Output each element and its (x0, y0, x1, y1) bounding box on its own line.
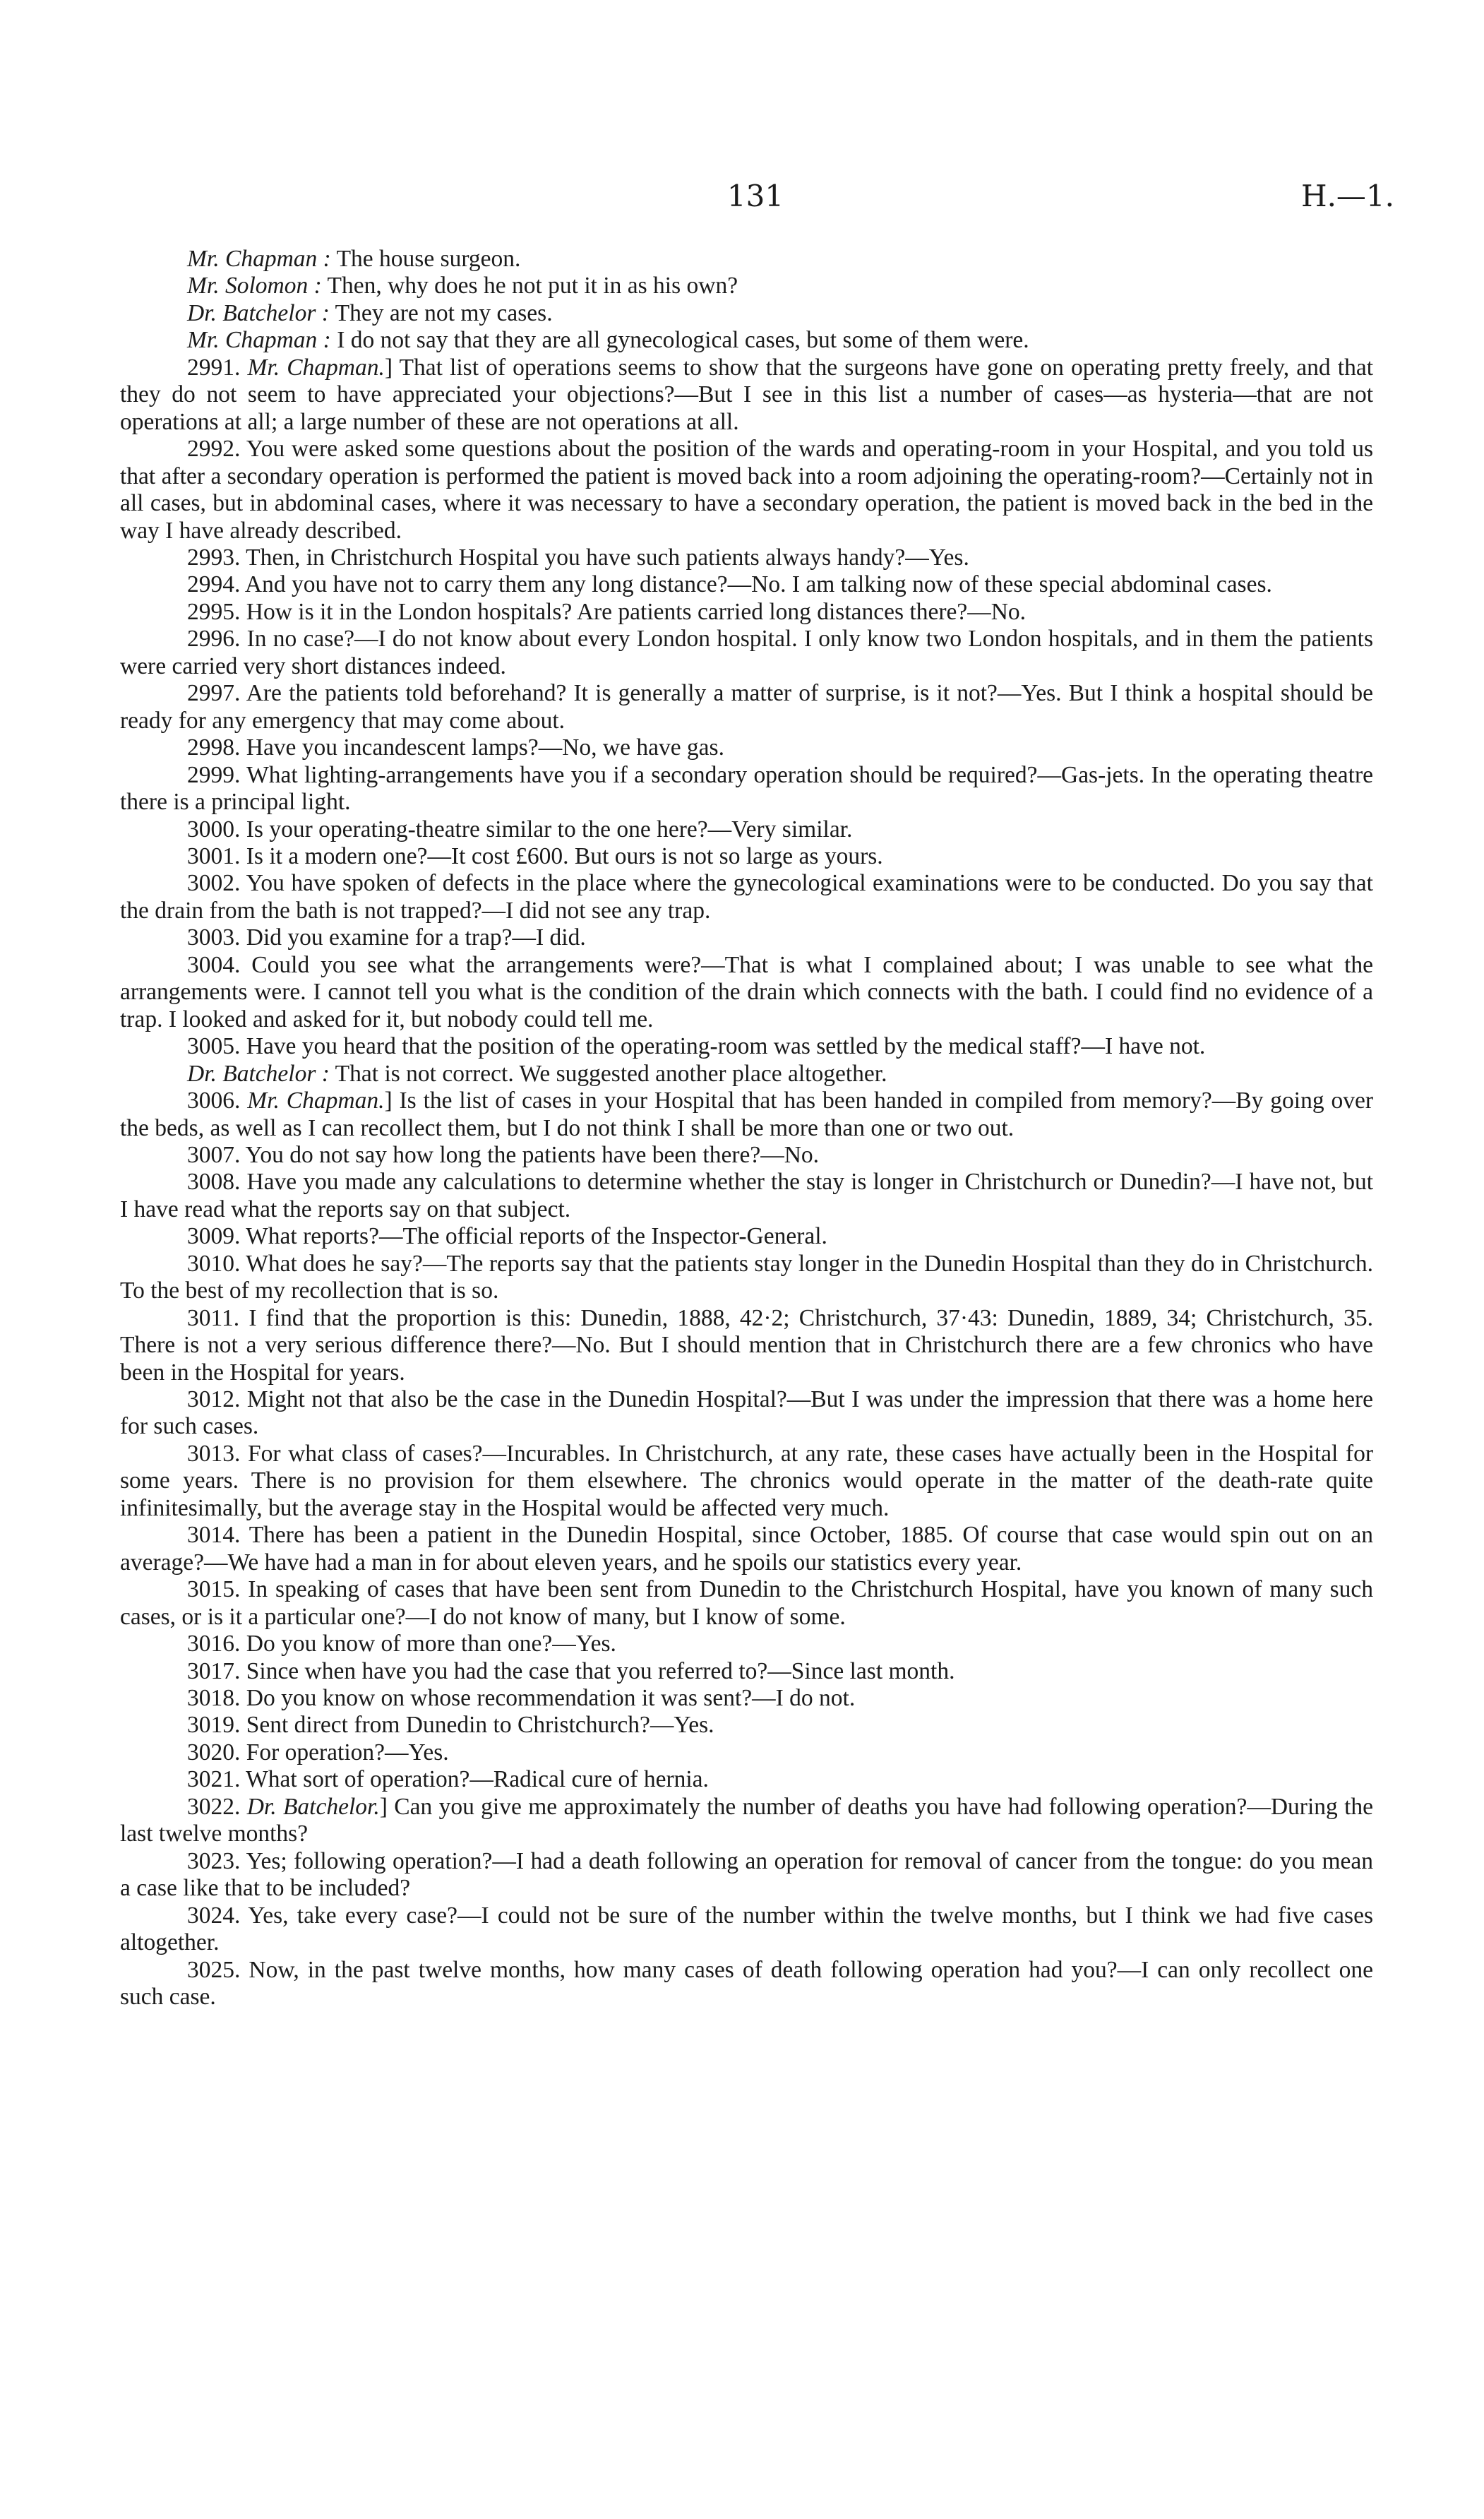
paragraph-text: 3010. What does he say?—The reports say that the patients stay longer in the Dunedin Hospital than they do in Christchurch. To the best of my recollection that is so. (120, 1250, 1373, 1304)
paragraph-text: 3004. Could you see what the arrangements were?—That is what I complained about; I was unable to see what the arrangements were. I cannot tell you what is the condition of the drain which connects with the bath. I could find no evidence of a trap. I looked and asked for it, but nobody could tell me. (120, 951, 1373, 1032)
paragraph-text: 3025. Now, in the past twelve months, how many cases of death following operation had you?—I can only recollect one such case. (120, 1956, 1373, 2010)
transcript-paragraph (120, 1957, 1373, 2011)
paragraph-text: I do not say that they are all gynecological cases, but some of them were. (330, 327, 1029, 354)
transcript-paragraph (120, 1712, 1373, 1739)
paragraph-text: ] That list of operations seems to show that the surgeons have gone on operating pretty freely, and that they do not seem to have appreciated your objections?—But I see in this list a number of cases—as hysteria—that are not operations at all; a large number of these are not operations at all. (120, 354, 1374, 435)
speaker-name: Mr. Chapman. (247, 1088, 385, 1114)
paragraph-text: 3013. For what class of cases?—Incurables. In Christchurch, at any rate, these cases have actually been in the Hospital for some years. There is no provision for them elsewhere. The chronics would operate in the matter of the death-rate quite infinitesimally, but the average stay in the Hospital would be affected very much. (120, 1440, 1373, 1521)
paragraph-text: 3003. Did you examine for a trap?—I did. (187, 924, 586, 951)
paragraph-text: The house surgeon. (330, 246, 521, 272)
paragraph-text: 3005. Have you heard that the position of the operating-room was settled by the medical staff?—I have not. (187, 1033, 1206, 1060)
transcript-paragraph (120, 436, 1373, 544)
paragraph-text: 3014. There has been a patient in the Dunedin Hospital, since October, 1885. Of course that case would spin out on an average?—We have had a man in for about eleven years, and he spoils our statistics every year. (120, 1522, 1373, 1576)
transcript-paragraph (120, 1305, 1373, 1386)
transcript-paragraph (120, 843, 1373, 870)
paragraph-text: 3020. For operation?—Yes. (187, 1739, 449, 1765)
transcript-paragraph (120, 1658, 1373, 1685)
page-header (0, 175, 1484, 218)
paragraph-text: They are not my cases. (329, 299, 553, 326)
paragraph-text: 3009. What reports?—The official reports of the Inspector-General. (187, 1223, 827, 1250)
transcript-paragraph (120, 355, 1373, 436)
paragraph-text: 2992. You were asked some questions about the position of the wards and operating-room in your Hospital, and you told us that after a secondary operation is performed the patient is moved back into a room adjoining the operating-room?—Certainly not in all cases, but in abdominal cases, where it was necessary to have a secondary operation, the patient is moved back in the bed in the way I have already described. (120, 436, 1373, 544)
transcript-paragraph (120, 1142, 1373, 1169)
question-number: 3022. (187, 1793, 247, 1820)
transcript-paragraph (120, 1223, 1373, 1250)
paragraph-text: That is not correct. We suggested another place altogether. (329, 1060, 887, 1087)
paragraph-text: 3012. Might not that also be the case in the Dunedin Hospital?—But I was under the impression that there was a home here for such cases. (120, 1386, 1373, 1440)
paragraph-text: 3000. Is your operating-theatre similar to the one here?—Very similar. (187, 816, 853, 842)
paragraph-text: 2999. What lighting-arrangements have you if a secondary operation should be required?—Gas-jets. In the operating theatre there is a principal light. (120, 761, 1373, 816)
document-reference: H.—1. (1300, 179, 1394, 213)
speaker-name: Dr. Batchelor. (246, 1793, 380, 1820)
speaker-name: Mr. Chapman. (247, 354, 385, 381)
transcript-paragraph (120, 1739, 1373, 1766)
page-number: 131 (726, 179, 784, 213)
paragraph-text: 3019. Sent direct from Dunedin to Christchurch?—Yes. (187, 1712, 714, 1739)
paragraph-text: 3017. Since when have you had the case that you referred to?—Since last month. (187, 1657, 955, 1684)
transcript-paragraph (120, 544, 1373, 571)
transcript-paragraph (120, 1576, 1373, 1631)
transcript-paragraph (120, 599, 1373, 626)
transcript-paragraph (120, 1685, 1373, 1712)
transcript-paragraph (120, 1766, 1373, 1793)
transcript-paragraph (120, 816, 1373, 843)
transcript-paragraph (120, 273, 1373, 299)
paragraph-text: 2993. Then, in Christchurch Hospital you have such patients always handy?—Yes. (187, 544, 969, 571)
speaker-name: Dr. Batchelor : (187, 299, 330, 326)
paragraph-text: 3001. Is it a modern one?—It cost £600. But ours is not so large as yours. (187, 842, 883, 869)
paragraph-text: ] Can you give me approximately the number of deaths you have had following operation?—During the last twelve months? (120, 1793, 1374, 1847)
paragraph-text: ] Is the list of cases in your Hospital that has been handed in compiled from memory?—By going over the beds, as well as I can recollect them, but I do not think I shall be more than one or two out. (120, 1088, 1373, 1141)
paragraph-text: 3007. You do not say how long the patients have been there?—No. (187, 1141, 820, 1168)
transcript-paragraph (120, 1902, 1373, 1957)
transcript-paragraph (120, 1441, 1373, 1522)
transcript-paragraph (120, 1522, 1373, 1576)
transcript-paragraph (120, 626, 1373, 680)
question-number: 3006. (187, 1088, 248, 1114)
transcript-paragraph (120, 1169, 1373, 1223)
transcript-paragraph (120, 246, 1373, 273)
paragraph-text: 3018. Do you know on whose recommendation it was sent?—I do not. (187, 1685, 856, 1712)
paragraph-text: 3002. You have spoken of defects in the place where the gynecological examinations were to be conducted. Do you say that the drain from the bath is not trapped?—I did not see any trap. (120, 870, 1373, 924)
paragraph-text: 2998. Have you incandescent lamps?—No, we have gas. (187, 734, 724, 761)
speaker-name: Dr. Batchelor : (187, 1060, 330, 1087)
paragraph-text: 3023. Yes; following operation?—I had a death following an operation for removal of cancer from the tongue: do you mean a case like that to be included? (120, 1847, 1373, 1902)
transcript-paragraph (120, 571, 1373, 598)
paragraph-text: 2995. How is it in the London hospitals? Are patients carried long distances there?—No. (187, 598, 1027, 625)
paragraph-text: 3016. Do you know of more than one?—Yes. (187, 1631, 616, 1657)
transcript-paragraph (120, 680, 1373, 734)
speaker-name: Mr. Solomon : (187, 273, 322, 299)
paragraph-text: Then, why does he not put it in as his own? (321, 273, 738, 299)
transcript-paragraph (120, 1033, 1373, 1060)
transcript-paragraph (120, 952, 1373, 1033)
question-number: 2991. (187, 354, 248, 381)
transcript-paragraph (120, 870, 1373, 924)
paragraph-text: 3008. Have you made any calculations to determine whether the stay is longer in Christchurch or Dunedin?—I have not, but I have read what the reports say on that subject. (120, 1169, 1373, 1222)
transcript-paragraph (120, 924, 1373, 951)
paragraph-text: 3015. In speaking of cases that have been sent from Dunedin to the Christchurch Hospital, have you known of many such cases, or is it a particular one?—I do not know of many, but I know of some. (120, 1576, 1373, 1630)
transcript-paragraph (120, 1088, 1373, 1142)
transcript-paragraph (120, 762, 1373, 816)
paragraph-text: 2996. In no case?—I do not know about every London hospital. I only know two London hospitals, and in them the patients were carried very short distances indeed. (120, 626, 1373, 679)
transcript-paragraph (120, 1848, 1373, 1902)
speaker-name: Mr. Chapman : (187, 327, 331, 354)
paragraph-text: 3021. What sort of operation?—Radical cure of hernia. (187, 1766, 709, 1793)
speaker-name: Mr. Chapman : (187, 246, 331, 272)
transcript-paragraph (120, 1386, 1373, 1441)
paragraph-text: 3011. I find that the proportion is this: Dunedin, 1888, 42·2; Christchurch, 37·43: Dunedin, 1889, 34; Christchurch, 35. There is not a very serious difference there?—No. But I should mention that in Christchurch there are a few chronics who have been in the Hospital for years. (120, 1304, 1373, 1386)
paragraph-text: 3024. Yes, take every case?—I could not be sure of the number within the twelve months, but I think we had five cases altogether. (120, 1902, 1373, 1956)
transcript-paragraph (120, 300, 1373, 327)
transcript-paragraph (120, 734, 1373, 761)
transcript-paragraph (120, 327, 1373, 354)
transcript-paragraph (120, 1061, 1373, 1088)
paragraph-text: 2997. Are the patients told beforehand? It is generally a matter of surprise, is it not?—Yes. But I think a hospital should be ready for any emergency that may come about. (120, 680, 1373, 734)
evidence-transcript (120, 246, 1373, 2011)
paragraph-text: 2994. And you have not to carry them any long distance?—No. I am talking now of these special abdominal cases. (187, 571, 1272, 598)
transcript-paragraph (120, 1251, 1373, 1305)
transcript-paragraph (120, 1631, 1373, 1657)
transcript-paragraph (120, 1794, 1373, 1848)
